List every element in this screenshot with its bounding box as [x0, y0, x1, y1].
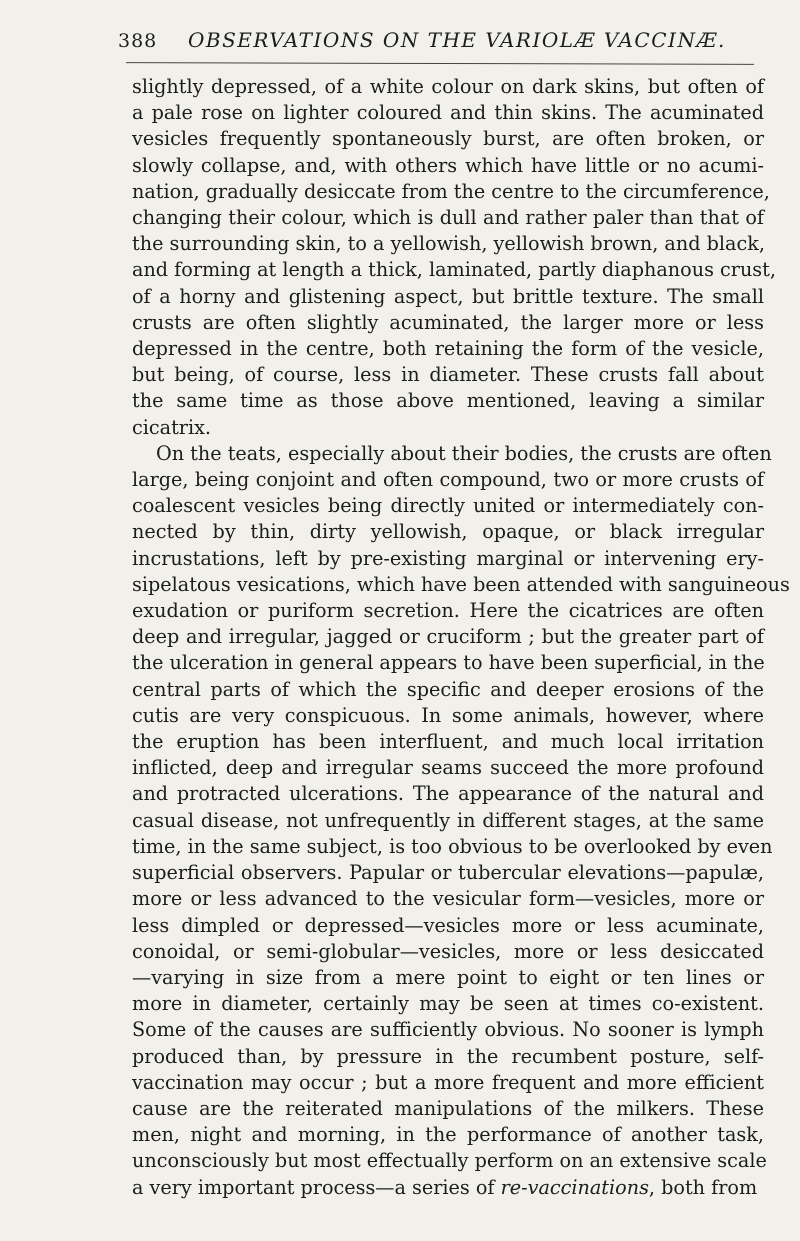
text-line: conoidal, or semi-globular—vesicles, more or less desiccated	[132, 939, 764, 963]
text-line: of a horny and glistening aspect, but brittle texture. The small	[132, 284, 764, 308]
text-line: nation, gradually desiccate from the centre to the circumference,	[132, 179, 770, 203]
final-line-italic: re-vaccinations	[500, 1175, 649, 1199]
text-line: exudation or puriform secretion. Here the cicatrices are often	[132, 599, 764, 623]
page-header	[118, 28, 758, 52]
text-line: —varying in size from a mere point to eight or ten lines or	[132, 965, 764, 989]
text-line: vesicles frequently spontaneously burst, are often broken, or	[132, 127, 764, 151]
text-line: superficial observers. Papular or tubercular elevations—papulæ,	[132, 861, 764, 885]
body-text	[132, 74, 790, 1201]
header-rule	[126, 62, 754, 65]
text-line: cutis are very conspicuous. In some animals, however, where	[132, 703, 764, 727]
text-line-final	[132, 1175, 764, 1201]
text-line: but being, of course, less in diameter. These crusts fall about	[132, 363, 764, 387]
text-line: unconsciously but most effectually perform on an extensive scale	[132, 1149, 767, 1173]
text-line: cicatrix.	[132, 415, 212, 439]
text-line: deep and irregular, jagged or cruciform ; but the greater part of	[132, 625, 764, 649]
text-line: On the teats, especially about their bodies, the crusts are often	[156, 441, 772, 465]
running-title: OBSERVATIONS ON THE VARIOLÆ VACCINÆ.	[188, 28, 726, 52]
final-line-before: a very important process—a series of	[132, 1175, 501, 1199]
text-line: slowly collapse, and, with others which have little or no acumi-	[132, 153, 764, 177]
text-line: more or less advanced to the vesicular form—vesicles, more or	[132, 887, 764, 911]
text-line: men, night and morning, in the performance of another task,	[132, 1123, 764, 1147]
final-line-after: , both from	[648, 1175, 758, 1199]
text-line: coalescent vesicles being directly united or intermediately con-	[132, 494, 764, 518]
text-line: casual disease, not unfrequently in different stages, at the same	[132, 808, 764, 832]
text-line: the surrounding skin, to a yellowish, yellowish brown, and black,	[132, 232, 765, 256]
text-line: less dimpled or depressed—vesicles more or less acuminate,	[132, 913, 764, 937]
paragraph-2	[132, 441, 790, 1175]
text-line: incrustations, left by pre-existing marginal or intervening ery-	[132, 546, 764, 570]
text-line: more in diameter, certainly may be seen at times co-existent.	[132, 992, 764, 1016]
text-line: inflicted, deep and irregular seams succeed the more profound	[132, 756, 764, 780]
page-number: 388	[118, 30, 158, 52]
text-line: cause are the reiterated manipulations of the milkers. These	[132, 1096, 764, 1120]
text-line: produced than, by pressure in the recumbent posture, self-	[132, 1044, 764, 1068]
text-line: large, being conjoint and often compound, two or more crusts of	[132, 468, 764, 492]
text-line: the same time as those above mentioned, leaving a similar	[132, 389, 764, 413]
text-line: crusts are often slightly acuminated, the larger more or less	[132, 310, 764, 334]
paragraph-1	[132, 74, 776, 441]
text-line: a pale rose on lighter coloured and thin skins. The acuminated	[132, 101, 764, 125]
text-line: nected by thin, dirty yellowish, opaque, or black irregular	[132, 520, 764, 544]
text-line: changing their colour, which is dull and rather paler than that of	[132, 206, 764, 230]
text-line: the eruption has been interfluent, and much local irritation	[132, 730, 764, 754]
text-line: central parts of which the specific and deeper erosions of the	[132, 677, 764, 701]
text-line: Some of the causes are sufficiently obvious. No sooner is lymph	[132, 1018, 764, 1042]
text-line: and protracted ulcerations. The appearance of the natural and	[132, 782, 764, 806]
text-line: depressed in the centre, both retaining the form of the vesicle,	[132, 337, 764, 361]
text-line: vaccination may occur ; but a more frequent and more efficient	[132, 1070, 764, 1094]
text-line: slightly depressed, of a white colour on dark skins, but often of	[132, 75, 764, 98]
text-line: time, in the same subject, is too obvious to be overlooked by even	[132, 834, 773, 858]
text-line: the ulceration in general appears to have been superficial, in the	[132, 651, 765, 675]
text-line: sipelatous vesications, which have been attended with sanguineous	[132, 572, 790, 596]
text-line: and forming at length a thick, laminated, partly diaphanous crust,	[132, 258, 776, 282]
